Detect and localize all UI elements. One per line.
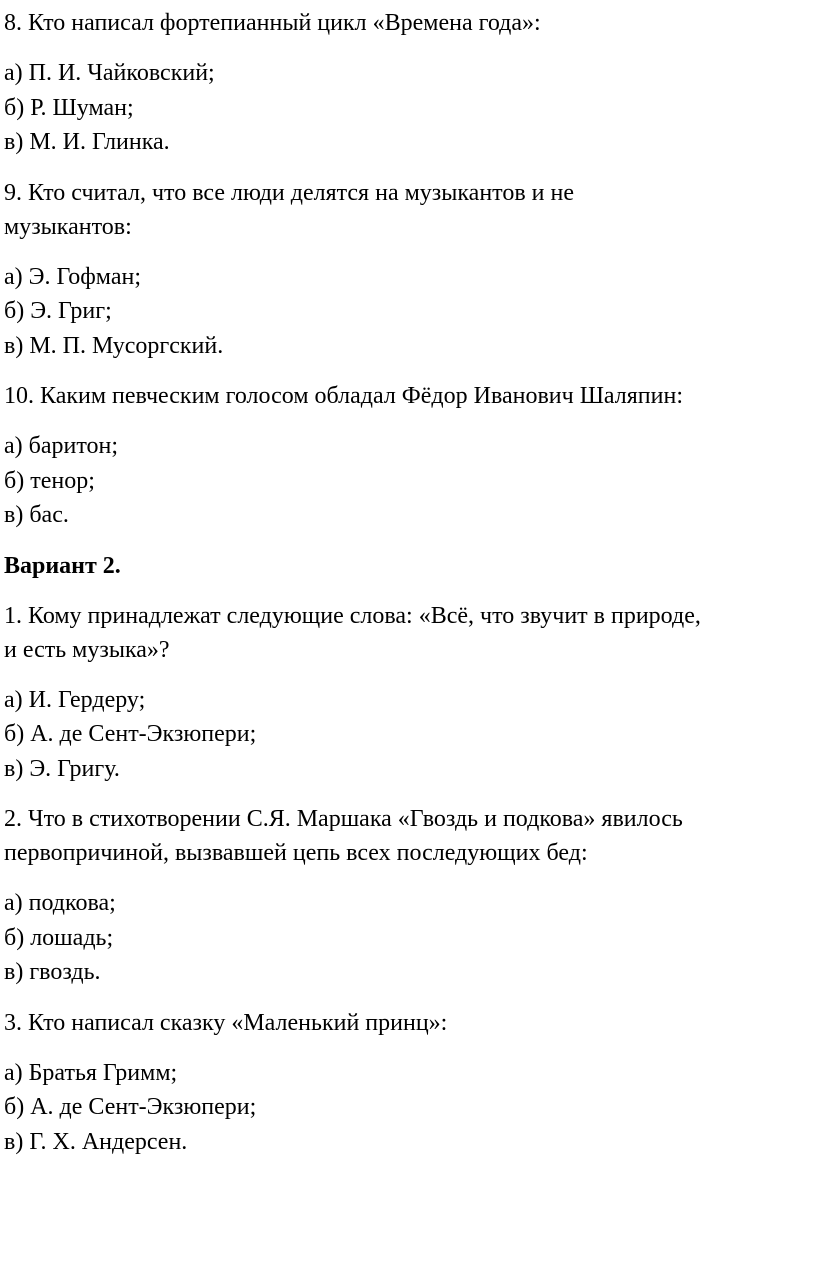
answer-option: а) Э. Гофман; — [4, 263, 141, 290]
answer-option: б) Р. Шуман; — [4, 94, 134, 121]
question-8-options — [4, 56, 814, 160]
question-9-options — [4, 260, 814, 364]
question-9-block — [4, 176, 814, 244]
answer-option: а) И. Гердеру; — [4, 686, 146, 713]
answer-option: а) баритон; — [4, 433, 119, 459]
answer-option: б) А. де Сент-Экзюпери; — [4, 1094, 257, 1120]
question-1-text-line1: 1. Кому принадлежат следующие слова: «Всё, что звучит в природе, — [4, 602, 701, 629]
answer-option: в) М. П. Мусоргский. — [4, 332, 224, 359]
question-1-block — [4, 599, 814, 667]
answer-option: в) М. И. Глинка. — [4, 129, 170, 155]
answer-option: б) лошадь; — [4, 924, 114, 951]
question-2-options — [4, 886, 814, 990]
question-9-text-line1: 9. Кто считал, что все люди делятся на музыкантов и не — [4, 179, 575, 206]
answer-option: в) гвоздь. — [4, 959, 101, 985]
answer-option: а) Братья Гримм; — [4, 1059, 178, 1086]
answer-option: б) А. де Сент-Экзюпери; — [4, 721, 257, 747]
question-10-block — [4, 379, 814, 413]
question-10-options — [4, 429, 814, 533]
question-3-options — [4, 1056, 814, 1160]
question-1-options — [4, 683, 814, 787]
question-2-block — [4, 802, 814, 870]
answer-option: в) Э. Григу. — [4, 755, 120, 782]
document-page — [4, 6, 814, 1175]
question-3-text: 3. Кто написал сказку «Маленький принц»: — [4, 1009, 448, 1036]
answer-option: б) тенор; — [4, 467, 95, 494]
question-2-text-line2: первопричиной, вызвавшей цепь всех последующих бед: — [4, 840, 588, 866]
question-2-text-line1: 2. Что в стихотворении С.Я. Маршака «Гвоздь и подкова» явилось — [4, 806, 683, 832]
question-10-text: 10. Каким певческим голосом обладал Фёдор Иванович Шаляпин: — [4, 383, 683, 409]
question-9-text-line2: музыкантов: — [4, 213, 132, 240]
answer-option: в) Г. Х. Андерсен. — [4, 1128, 188, 1155]
answer-option: а) П. И. Чайковский; — [4, 60, 215, 86]
answer-option: а) подкова; — [4, 890, 116, 916]
question-8-text: 8. Кто написал фортепианный цикл «Времена года»: — [4, 10, 541, 36]
question-8-block — [4, 6, 814, 40]
answer-option: б) Э. Григ; — [4, 298, 112, 324]
answer-option: в) бас. — [4, 502, 69, 528]
question-1-text-line2: и есть музыка»? — [4, 636, 170, 663]
question-3-block — [4, 1006, 814, 1040]
variant-heading: Вариант 2. — [4, 552, 121, 579]
